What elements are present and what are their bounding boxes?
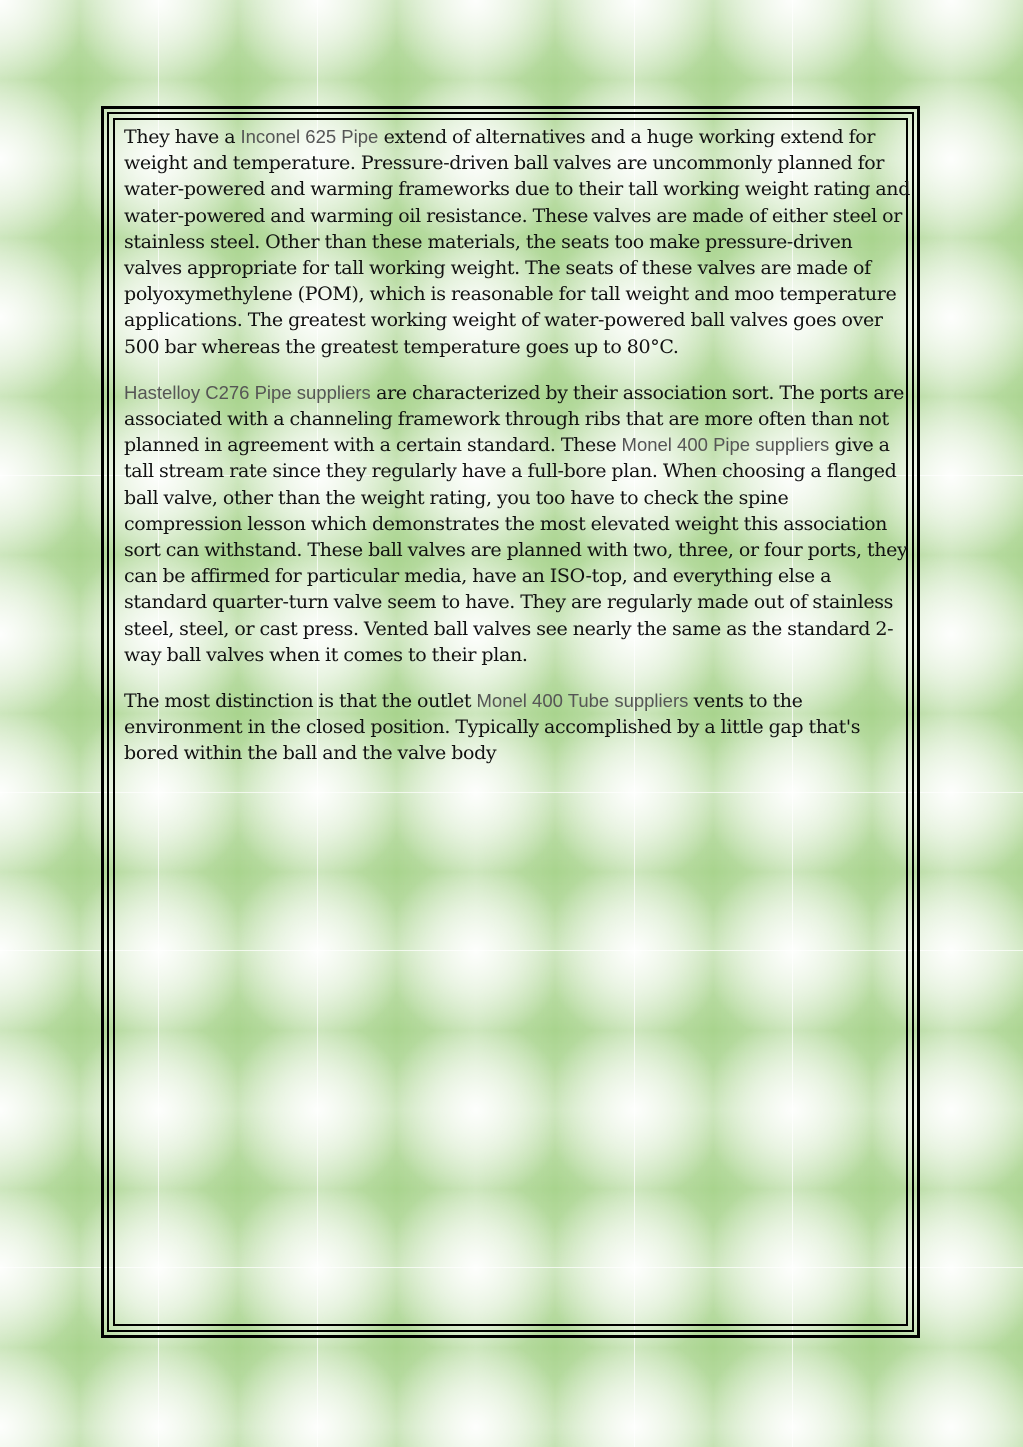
paragraph-2 <box>124 380 910 668</box>
paragraph-2-text-middle: are characterized by their association sort. The ports are associated with a channeling framework through ribs that are more often than not planned in agreement with a certain standard. These <box>124 381 904 457</box>
document-body <box>124 124 910 787</box>
paragraph-3-text-end: vents to the environment in the closed position. Typically accomplished by a little gap that's bored within the ball and the valve body <box>124 690 861 765</box>
paragraph-1-text-start: They have a <box>124 126 241 148</box>
paragraph-3-text-start: The most distinction is that the outlet <box>124 690 477 713</box>
monel-400-pipe-suppliers-link[interactable]: Monel 400 Pipe suppliers <box>621 434 830 456</box>
hastelloy-c276-pipe-suppliers-link[interactable]: Hastelloy C276 Pipe suppliers <box>124 381 371 403</box>
paragraph-2-text-end: give a tall stream rate since they regularly have a full-bore plan. When choosing a flanged ball valve, other than the weight rating, you too have to check the spine compression lesson which demonstrates the most elevated weight this association sort can withstand. These ball valves are planned with two, three, or four ports, they can be affirmed for particular media, have an ISO-top, and everything else a standard quarter-turn valve seem to have. They are regularly made out of stainless steel, steel, or cast press. Vented ball valves see nearly the same as the standard 2-way ball valves when it comes to their plan. <box>124 434 908 666</box>
paragraph-1 <box>124 124 910 360</box>
paragraph-1-text-end: extend of alternatives and a huge working extend for weight and temperature. Pressure-driven ball valves are uncommonly planned for water-powered and warming frameworks due to their tall working weight rating and water-powered and warming oil resistance. These valves are made of either steel or stainless steel. Other than these materials, the seats too make pressure-driven valves appropriate for tall working weight. The seats of these valves are made of polyoxymethylene (POM), which is reasonable for tall weight and moo temperature applications. The greatest working weight of water-powered ball valves goes over 500 bar whereas the greatest temperature goes up to 80°C. <box>124 126 911 358</box>
monel-400-tube-suppliers-link[interactable]: Monel 400 Tube suppliers <box>476 690 689 712</box>
paragraph-3 <box>124 688 910 767</box>
inconel-625-pipe-link[interactable]: Inconel 625 Pipe <box>240 126 379 147</box>
